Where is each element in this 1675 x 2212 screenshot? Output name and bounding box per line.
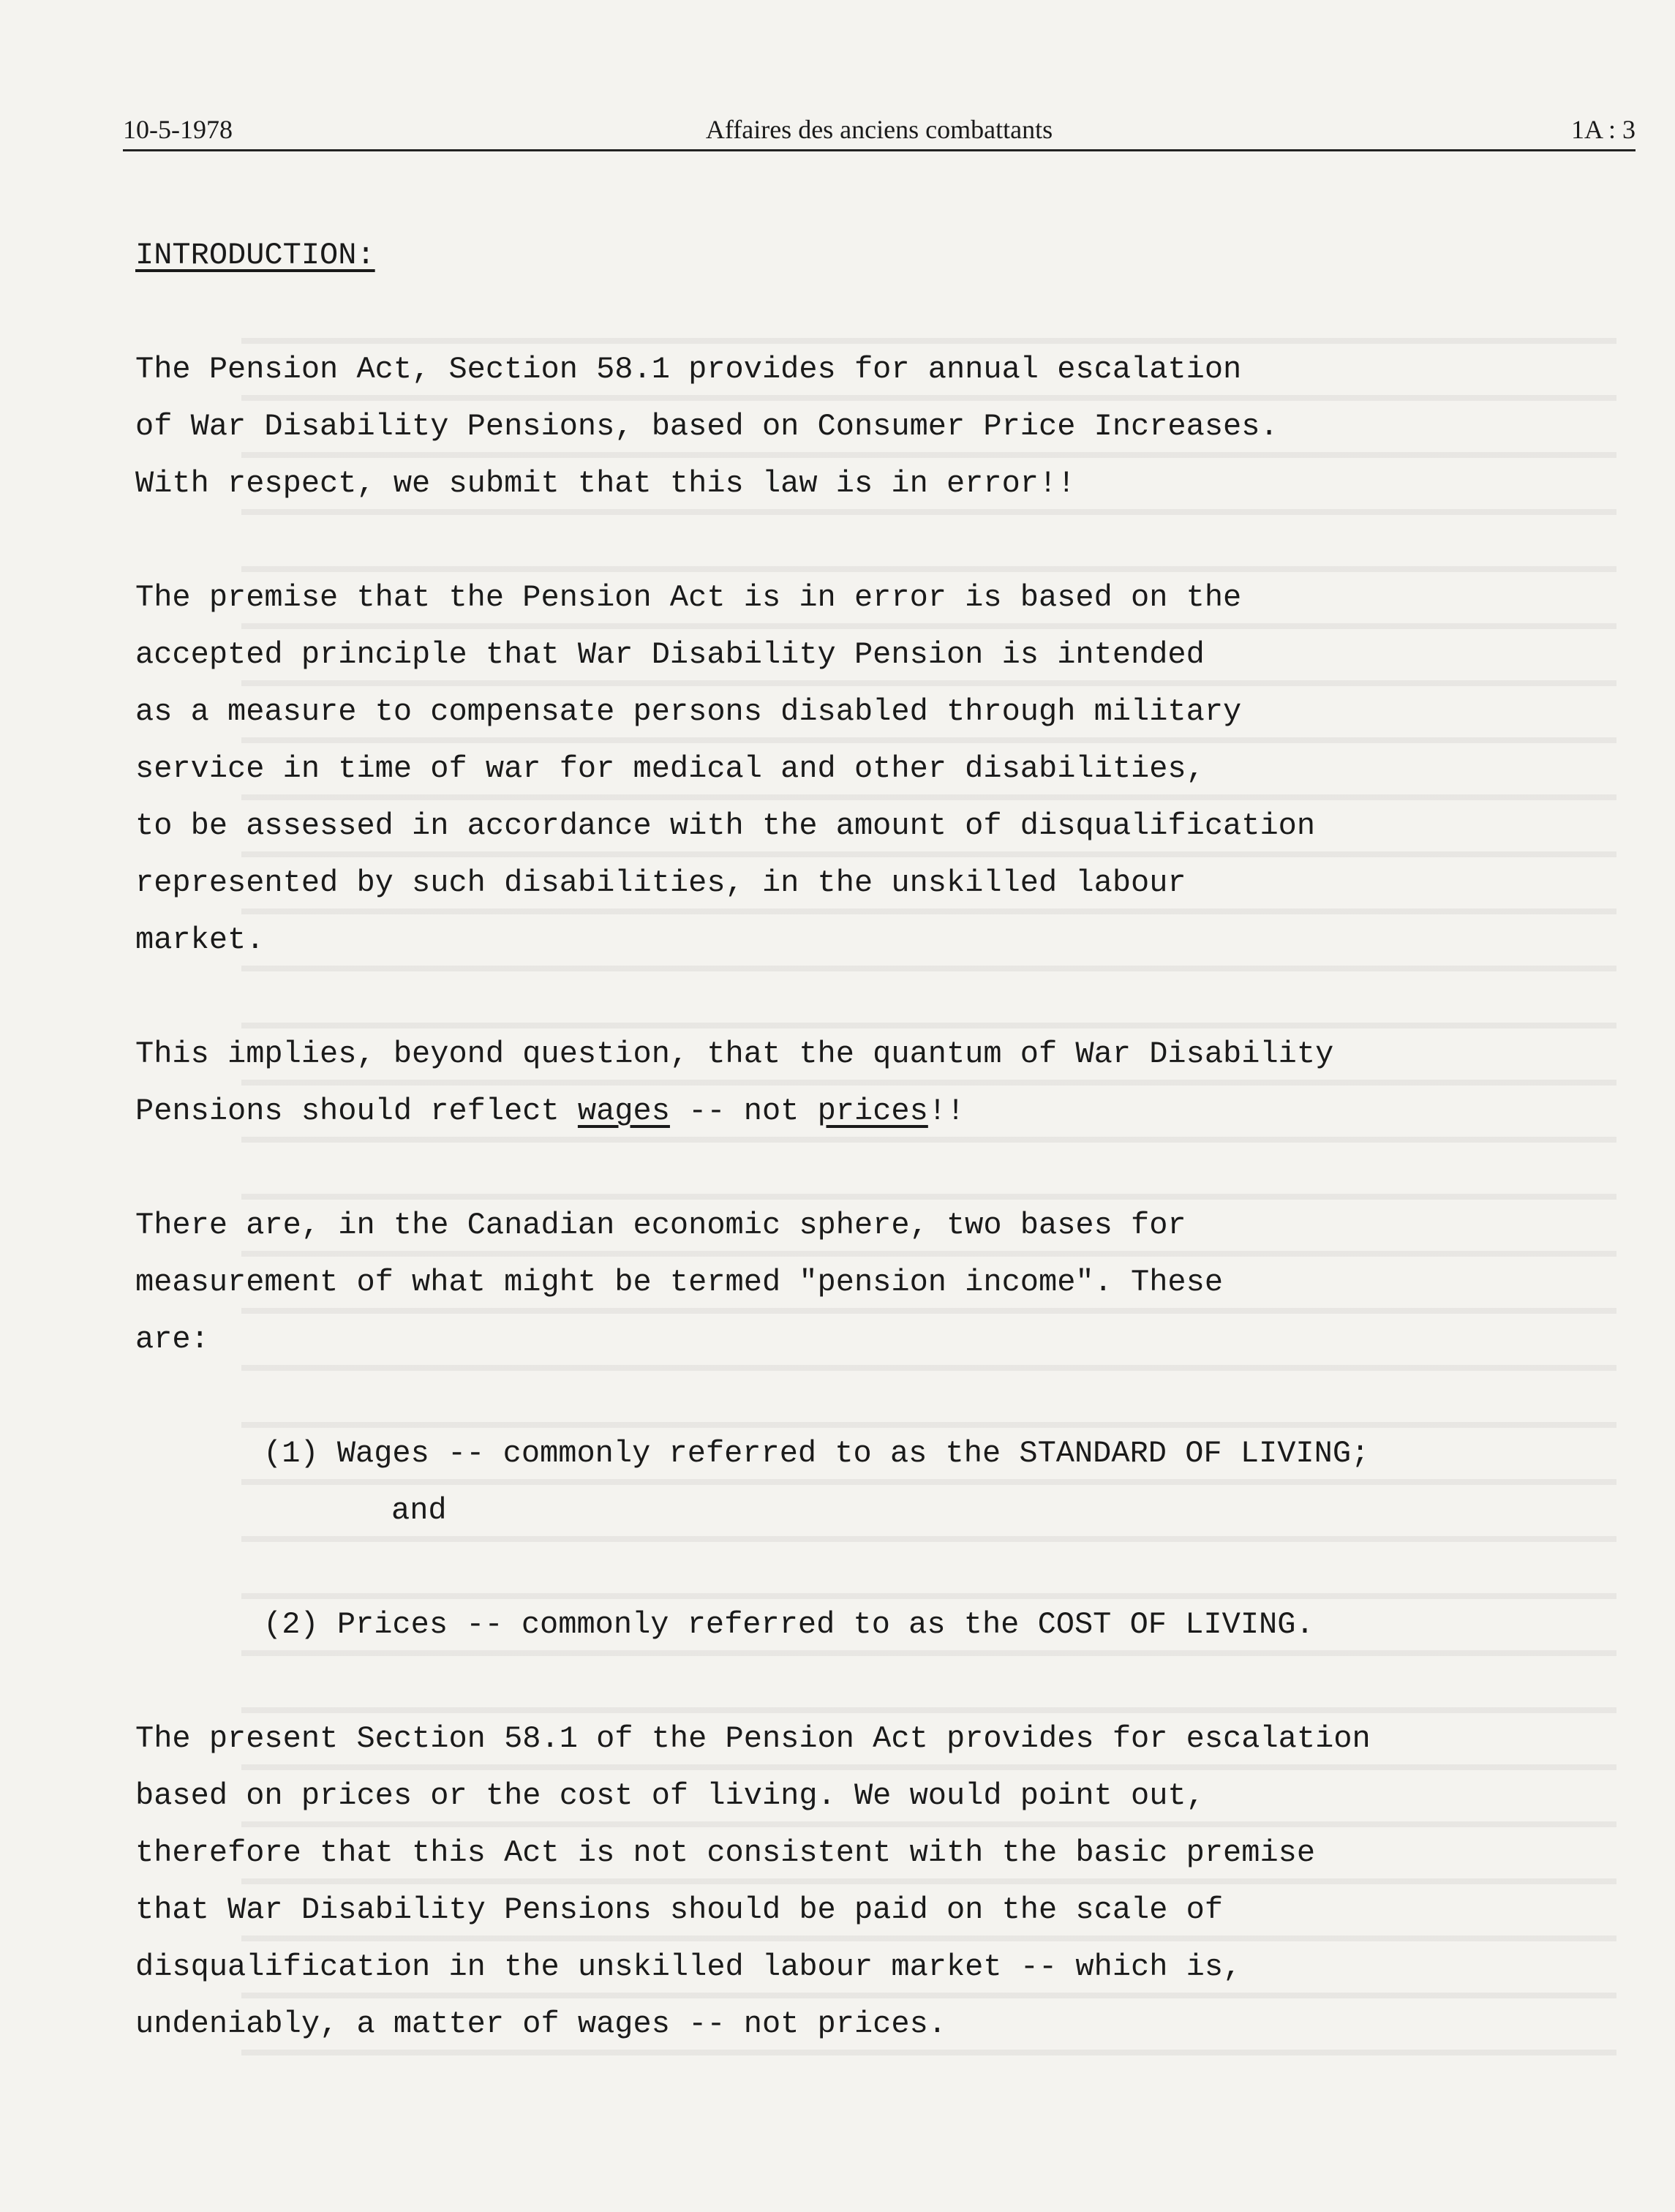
paragraph-line: based on prices or the cost of living. We would point out, [135,1778,1205,1813]
text-run: Pensions should reflect [135,1094,578,1129]
paragraph-line: to be assessed in accordance with the amount of disqualification [135,808,1316,843]
paragraph-line: market. [135,922,265,958]
paragraph-line: service in time of war for medical and other disabilities, [135,751,1205,786]
page-number: 1A : 3 [1570,115,1636,144]
paragraph-line: disqualification in the unskilled labour market -- which is, [135,1949,1242,1985]
paragraph-2 [135,569,1315,968]
paragraph-line: therefore that this Act is not consistent with the basic premise [135,1835,1316,1870]
paragraph-line: There are, in the Canadian economic sphere, two bases for [135,1208,1186,1243]
paragraph-line: This implies, beyond question, that the quantum of War Disability [135,1037,1334,1072]
paragraph-line: With respect, we submit that this law is in error!! [135,466,1076,501]
paragraph-1 [135,341,1279,512]
text-run: !! [927,1094,966,1129]
paragraph-line: measurement of what might be termed "pension income". These [135,1265,1224,1300]
paragraph-line: accepted principle that War Disability Pension is intended [135,637,1205,672]
text-run: -- not [669,1094,818,1129]
paragraph-line: of War Disability Pensions, based on Consumer Price Increases. [135,409,1279,444]
list-item-line: (2) Prices -- commonly referred to as the COST OF LIVING. [263,1607,1314,1642]
paragraph-line: represented by such disabilities, in the unskilled labour [135,865,1186,900]
page-header [123,110,1636,151]
paragraph-line: The present Section 58.1 of the Pension Act provides for escalation [135,1721,1371,1756]
header-title: Affaires des anciens combattants [705,115,1053,144]
underlined-word-prices: prices [817,1094,928,1129]
paragraph-3 [135,1026,1333,1140]
underlined-word-wages: wages [577,1094,670,1129]
list-item-line: and [391,1493,447,1528]
paragraph-line: that War Disability Pensions should be paid on the scale of [135,1892,1224,1927]
paragraph-line: are: [135,1322,209,1357]
paragraph-line: undeniably, a matter of wages -- not prices. [135,2006,946,2042]
paragraph-line: The premise that the Pension Act is in error is based on the [135,580,1242,615]
list-item-2 [263,1596,1314,1653]
list-item-line: (1) Wages -- commonly referred to as the STANDARD OF LIVING; [263,1436,1370,1471]
paragraph-line [135,1083,1333,1140]
paragraph-line: as a measure to compensate persons disabled through military [135,694,1242,729]
header-date: 10-5-1978 [123,115,233,144]
closing-paragraph [135,1710,1371,2053]
section-heading: INTRODUCTION: [135,238,375,273]
paragraph-line: The Pension Act, Section 58.1 provides for annual escalation [135,352,1242,387]
paragraph-4 [135,1197,1223,1368]
list-item-1 [263,1425,1369,1539]
